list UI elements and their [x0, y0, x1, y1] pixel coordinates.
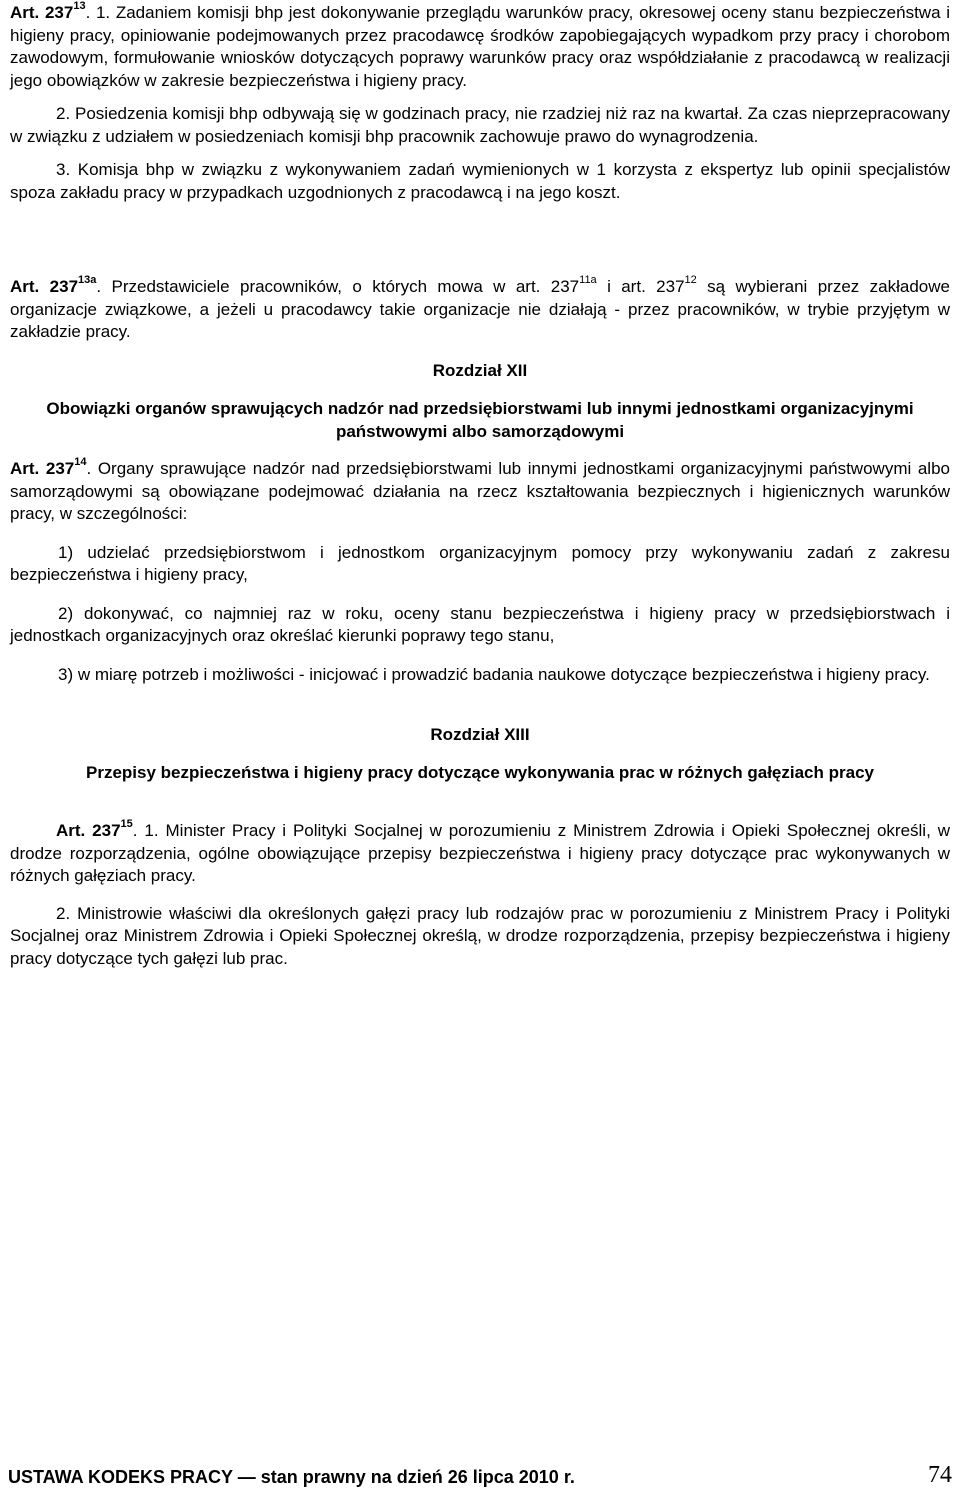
article-heading: Art. 237 — [10, 3, 74, 22]
article-superscript: 15 — [120, 818, 133, 831]
paragraph-text: Zadaniem komisji bhp jest dokonywanie przeglądu warunków pracy, okresowej oceny stanu bezpieczeństwa i higieny pracy, opiniowanie podejmowanych przez pracodawcę środków zapobiegających wypadkom przy pracy i chorobom zawodowym, formułowanie wniosków dotyczących poprawy warunków pracy oraz współdziałanie z pracodawcą w realizacji jego obowiązków w zakresie bezpieczeństwa i higieny pracy. — [10, 3, 950, 90]
article-237-15 — [10, 820, 950, 970]
paragraph-number: . 1. — [85, 3, 111, 22]
paragraph-text: Komisja bhp w związku z wykonywaniem zadań wymienionych w 1 korzysta z ekspertyz lub opinii specjalistów spoza zakładu pracy w przypadkach uzgodnionych z pracodawcą i na jego koszt. — [10, 160, 950, 202]
art-237-15-par-2 — [10, 903, 950, 971]
chapter-13-title: Rozdział XIII — [430, 725, 530, 744]
chapter-12-subtitle: Obowiązki organów sprawujących nadzór nad przedsiębiorstwami lub innymi jednostkami organizacyjnymi państwowymi albo samorządowymi — [46, 399, 914, 441]
paragraph-text: Posiedzenia komisji bhp odbywają się w godzinach pracy, nie rzadziej niż raz na kwartał. Za czas nieprzepracowany w związku z udziałem w posiedzeniach komisji bhp pracownik zachowuje prawo do wynagrodzenia. — [10, 104, 950, 146]
reference-superscript: 12 — [684, 274, 697, 287]
article-heading: Art. 237 — [10, 277, 79, 296]
art-237-13-par-3 — [10, 159, 950, 204]
article-heading: Art. 237 — [56, 821, 121, 840]
chapter-13-subtitle: Przepisy bezpieczeństwa i higieny pracy dotyczące wykonywania prac w różnych gałęziach pracy — [86, 763, 874, 782]
footer-title: USTAWA KODEKS PRACY — stan prawny na dzień 26 lipca 2010 r. — [8, 1467, 575, 1487]
page-footer — [8, 1462, 952, 1490]
paragraph-number: 2. — [56, 104, 71, 123]
article-superscript: 14 — [74, 456, 87, 469]
paragraph-number: 3. — [56, 160, 71, 179]
list-item: 1) udzielać przedsiębiorstwom i jednostkom organizacyjnym pomocy przy wykonywaniu zadań z zakresu bezpieczeństwa i higieny pracy, — [10, 542, 950, 584]
paragraph-number: . 1. — [132, 821, 159, 840]
article-superscript: 13a — [78, 274, 97, 287]
reference-superscript: 11a — [579, 274, 597, 287]
list-item: 2) dokonywać, co najmniej raz w roku, oceny stanu bezpieczeństwa i higieny pracy w przedsiębiorstwach i jednostkach organizacyjnych oraz określać kierunki poprawy tego stanu, — [10, 603, 950, 645]
article-text: . Organy sprawujące nadzór nad przedsiębiorstwami lub innymi jednostkami organizacyjnymi państwowymi albo samorządowymi są obowiązane podejmować działania na rzecz kształtowania bezpiecznych i higienicznych warunków pracy, w szczególności: — [10, 459, 950, 523]
paragraph-text: Ministrowie właściwi dla określonych gałęzi pracy lub rodzajów prac w porozumieniu z Ministrem Pracy i Polityki Socjalnej oraz Ministrem Zdrowia i Opieki Społecznej określą, w drodze rozporządzenia, przepisy bezpieczeństwa i higieny pracy dotyczące tych gałęzi lub prac. — [10, 903, 950, 968]
article-heading: Art. 237 — [10, 459, 75, 478]
article-text-b: i art. 237 — [596, 277, 685, 296]
paragraph-text: Minister Pracy i Polityki Socjalnej w porozumieniu z Ministrem Zdrowia i Opieki Społecznej określi, w drodze rozporządzenia, ogólne obowiązujące przepisy bezpieczeństwa i higieny pracy dotyczące prac wykonywanych w różnych gałęziach pracy. — [10, 821, 950, 885]
article-237-13 — [10, 2, 950, 204]
list-item: 3) w miarę potrzeb i możliwości - inicjować i prowadzić badania naukowe dotyczące bezpieczeństwa i higieny pracy. — [58, 664, 930, 684]
article-237-14 — [10, 458, 950, 686]
article-text-a: . Przedstawiciele pracowników, o których mowa w art. 237 — [96, 277, 580, 296]
art-237-15-par-1 — [10, 820, 950, 888]
article-237-14-text — [10, 458, 950, 526]
article-superscript: 13 — [73, 0, 86, 13]
article-237-13a — [10, 276, 950, 344]
art-237-13-par-2 — [10, 103, 950, 148]
art-237-13-par-1 — [10, 2, 950, 92]
paragraph-number: 2. — [56, 903, 71, 923]
page-number: 74 — [928, 1462, 952, 1488]
chapter-12-title: Rozdział XII — [432, 361, 528, 380]
article-text-c: są wybierani przez zakładowe organizacje związkowe, a jeżeli u pracodawcy takie organizacje nie działają - przez pracowników, w trybie przyjętym w zakładzie pracy. — [10, 277, 950, 341]
